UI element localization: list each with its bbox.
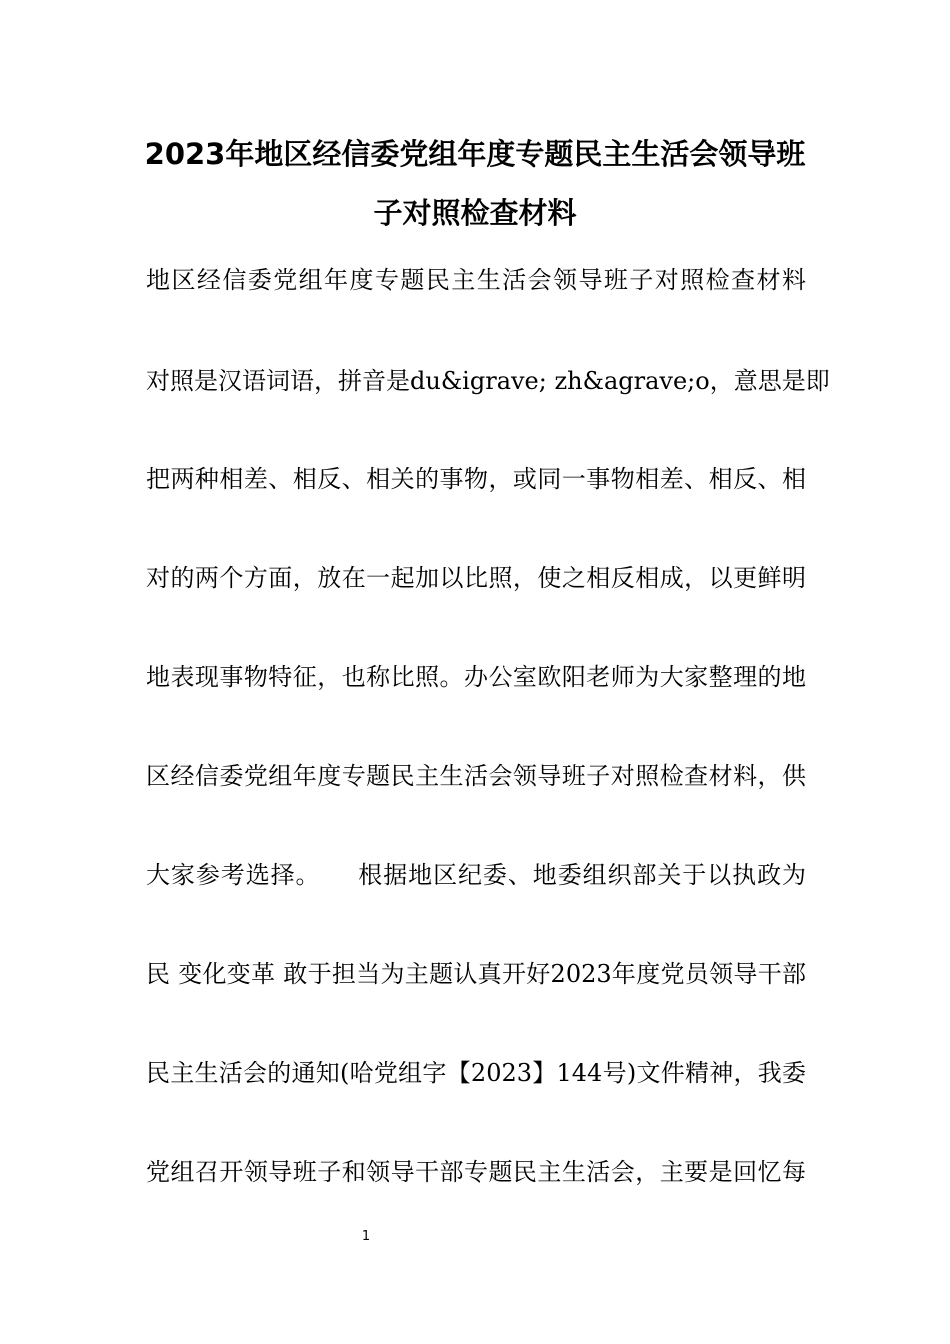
body-line-4: 对的两个方面，放在一起加以比照，使之相反相成，以更鲜明 [146, 564, 806, 592]
body-line-7: 大家参考选择。 根据地区纪委、地委组织部关于以执政为 [146, 861, 806, 889]
body-line-6: 区经信委党组年度专题民主生活会领导班子对照检查材料，供 [146, 762, 806, 790]
body-line-3: 把两种相差、相反、相关的事物，或同一事物相差、相反、相 [146, 465, 806, 493]
body-line-1: 地区经信委党组年度专题民主生活会领导班子对照检查材料 [146, 266, 806, 294]
document-title-line-1: 2023年地区经信委党组年度专题民主生活会领导班 [144, 137, 806, 171]
body-line-2: 对照是汉语词语，拼音是du&igrave; zh&agrave;o，意思是即 [146, 367, 830, 395]
body-line-8: 民 变化变革 敢于担当为主题认真开好2023年度党员领导干部 [146, 960, 806, 988]
body-line-5: 地表现事物特征，也称比照。办公室欧阳老师为大家整理的地 [146, 663, 806, 691]
body-line-9: 民主生活会的通知(哈党组字【2023】144号)文件精神，我委 [146, 1059, 806, 1087]
body-line-10: 党组召开领导班子和领导干部专题民主生活会，主要是回忆每 [146, 1158, 806, 1186]
page-number: 1 [361, 1229, 371, 1244]
document-title-line-2: 子对照检查材料 [373, 196, 577, 230]
